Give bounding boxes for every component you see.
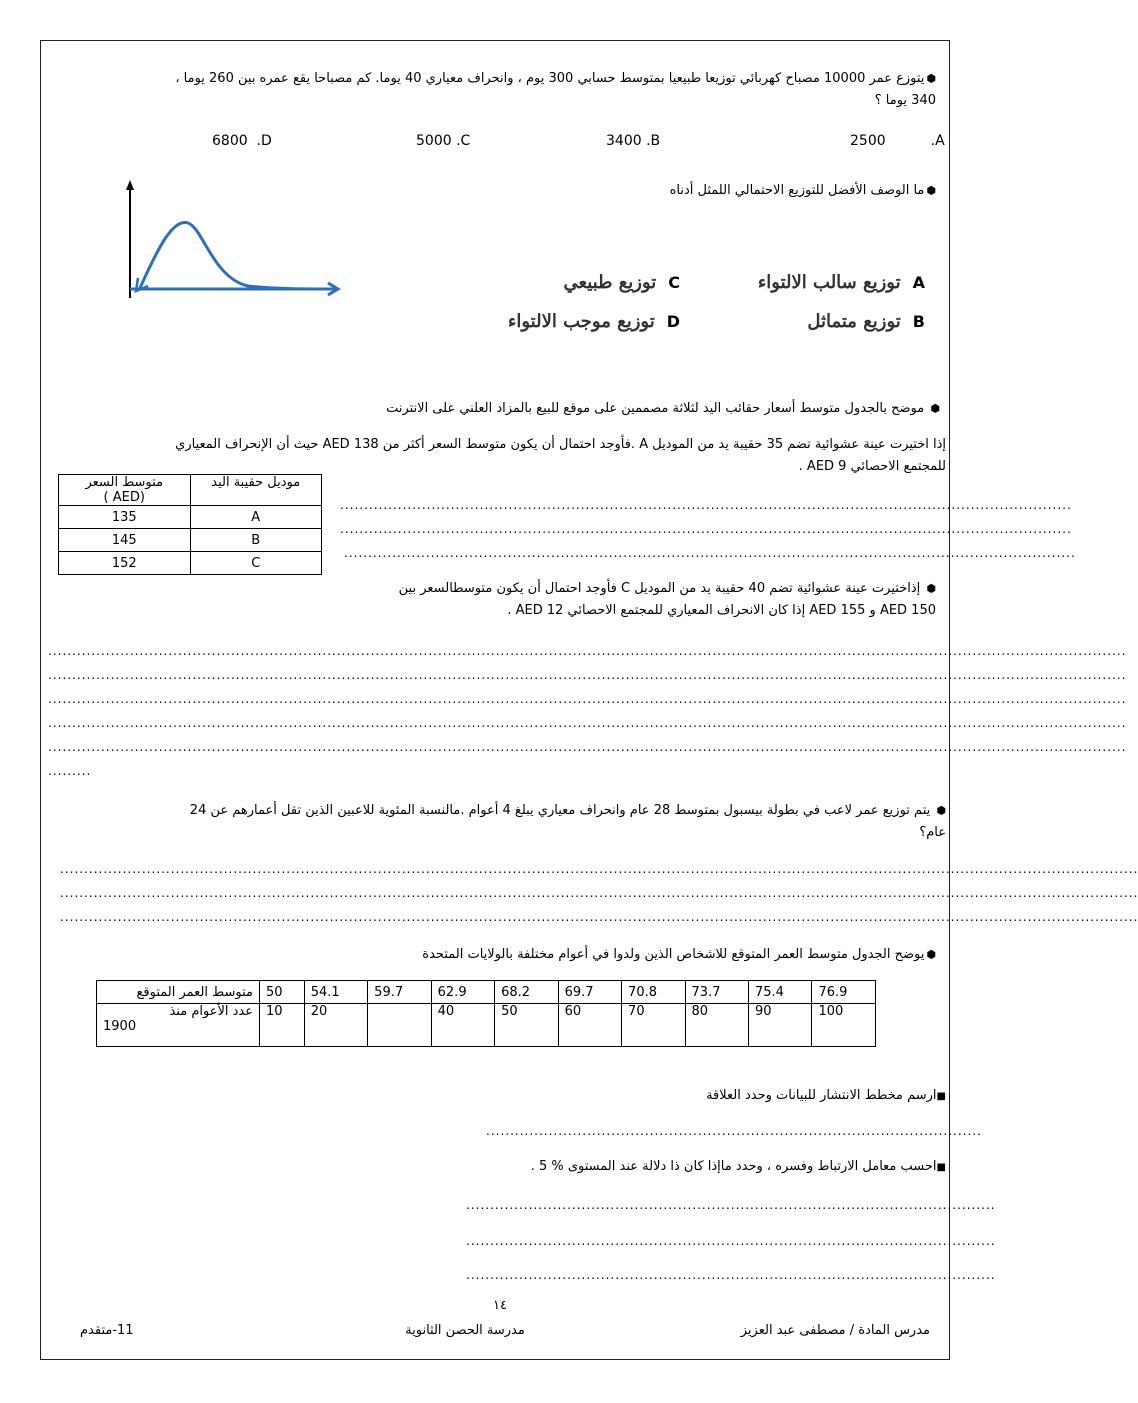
table-row: 145 B	[59, 529, 322, 552]
square-bullet-icon: ■	[936, 1162, 946, 1173]
page-number: ١٤	[493, 1298, 507, 1313]
q1-text	[70, 68, 936, 112]
answer-line[interactable]: ................................................................................................................................................................................................................................	[60, 910, 1138, 924]
square-bullet-icon: ■	[936, 1091, 946, 1102]
q1-option-d: 6800 .D	[212, 133, 272, 149]
skewed-distribution-graph	[118, 178, 346, 303]
bullet-icon: ⬢	[926, 184, 936, 197]
school-name: مدرسة الحصن الثانوية	[405, 1323, 525, 1338]
bullet-icon: ⬢	[926, 948, 936, 961]
answer-line[interactable]: ........................................................................................................................................................	[340, 522, 1072, 536]
row-label: متوسط العمر المتوقع	[97, 981, 260, 1004]
answer-line[interactable]: ................................................................................................................................................................................................................................	[48, 692, 1127, 706]
q5-intro: ⬢يوضح الجدول متوسط العمر المتوقع للاشخاص الذين ولدوا في أعوام مختلفة بالولايات المتحدة	[422, 947, 936, 962]
row-label: عدد الأعوام منذ 1900	[97, 1004, 260, 1047]
grade-label: 11-متقدم	[80, 1323, 134, 1338]
q2-option-c: Cتوزيع طبيعي	[563, 272, 680, 293]
answer-line[interactable]: ................................................................................................................................................................................................................................	[48, 668, 1127, 682]
q1-line1: يتوزع عمر 10000 مصباح كهربائي توزيعا طبيعيا بمتوسط حسابي 300 يوم ، وانحراف معياري 40 يوما. كم مصباحا يقع عمره بين 260 يوما ،	[175, 71, 925, 86]
answer-line[interactable]: ..............................................................................................................	[466, 1234, 996, 1248]
answer-line[interactable]: ................................................................................................................................................................................................................................	[48, 644, 1127, 658]
q1-line2: 340 يوما ؟	[874, 93, 936, 108]
q2-text: ⬢ما الوصف الأفضل للتوزيع الاحتمالي اللمثل أدناه	[669, 183, 936, 198]
answer-line[interactable]: ..............................................................................................................	[466, 1268, 996, 1282]
q4-text: ⬢ يتم توزيع عمر لاعب في بطولة بيسبول بمتوسط 28 عام وانحراف معياري يبلغ 4 أعوام .مالنسبة المئوية للاعبين الذين تقل أعمارهم عن 24 عام؟	[189, 803, 946, 840]
distribution-curve	[140, 222, 333, 289]
table-row: متوسط العمر المتوقع 50 54.1 59.7 62.9 68.2 69.7 70.8 73.7 75.4 76.9	[97, 981, 876, 1004]
q1-option-b: 3400 .B	[606, 133, 661, 149]
answer-line[interactable]: ................................................................................................................................................................................................................................	[60, 862, 1138, 876]
price-table	[58, 474, 322, 575]
col-price-header: متوسط السعر (AED )	[59, 475, 191, 506]
answer-line[interactable]: ................................................................................................................................................................................................................................	[48, 716, 1127, 730]
q5-task1: ■ارسم مخطط الانتشار للبيانات وحدد العلاقة	[706, 1088, 946, 1103]
answer-line[interactable]: ................................................................................................................................................................................................................................	[60, 886, 1138, 900]
life-expectancy-table	[96, 980, 876, 1047]
q3-part-a: إذا اختيرت عينة عشوائية تضم 35 حقيبة يد من الموديل A .فأوجد احتمال أن يكون متوسط السعر أكثر من AED 138 حيث أن الإنحراف المعياري للمجتمع الاحصائي AED 9 .	[175, 437, 946, 474]
answer-line[interactable]: ........................................................................................................................................................	[340, 498, 1072, 512]
q2-option-d: Dتوزيع موجب الالتواء	[507, 311, 680, 332]
q3-intro: ⬢ موضح بالجدول متوسط أسعار حقائب اليد لثلاثة مصممين على موقع للبيع بالمزاد العلني على الانترنت	[386, 401, 940, 416]
y-axis-arrow	[126, 180, 134, 190]
bullet-icon: ⬢	[926, 582, 936, 595]
bullet-icon: ⬢	[926, 72, 936, 85]
answer-line-short[interactable]: .........	[48, 764, 92, 778]
answer-line[interactable]: ........................................................................................................................................................	[344, 546, 1076, 560]
answer-line[interactable]: ..............................................................................................................	[466, 1198, 996, 1212]
q2-option-a: Aتوزيع سالب الالتواء	[757, 272, 925, 293]
table-row: عدد الأعوام منذ 1900 10 20 40 50 60 70 80 90 100	[97, 1004, 876, 1047]
teacher-name: مدرس المادة / مصطفى عبد العزيز	[740, 1323, 930, 1338]
answer-line[interactable]: ................................................................................................................................................................................................................................	[48, 740, 1127, 754]
q5-task2: ■احسب معامل الارتباط وفسره ، وحدد ماإذا كان ذا دلالة عند المستوى % 5 .	[530, 1159, 946, 1174]
bullet-icon: ⬢	[930, 402, 940, 415]
answer-line[interactable]: .......................................................................................................	[486, 1124, 982, 1138]
q2-option-b: Bتوزيع متماثل	[807, 311, 925, 332]
q3-part-b: ⬢ إذاختيرت عينة عشوائية تضم 40 حقيبة يد من الموديل C فأوجد احتمال أن يكون متوسطالسعر بين AED 150 و AED 155 إذا كان الانحراف المعياري للمجتمع الاحصائي AED 12 .	[398, 581, 936, 618]
col-model-header: موديل حقيبة اليد	[190, 475, 322, 506]
bullet-icon: ⬢	[936, 804, 946, 817]
q1-option-a: 2500 .A	[850, 133, 945, 149]
table-row: 135 A	[59, 506, 322, 529]
table-row: 152 C	[59, 552, 322, 575]
q1-option-c: 5000 .C	[416, 133, 471, 149]
